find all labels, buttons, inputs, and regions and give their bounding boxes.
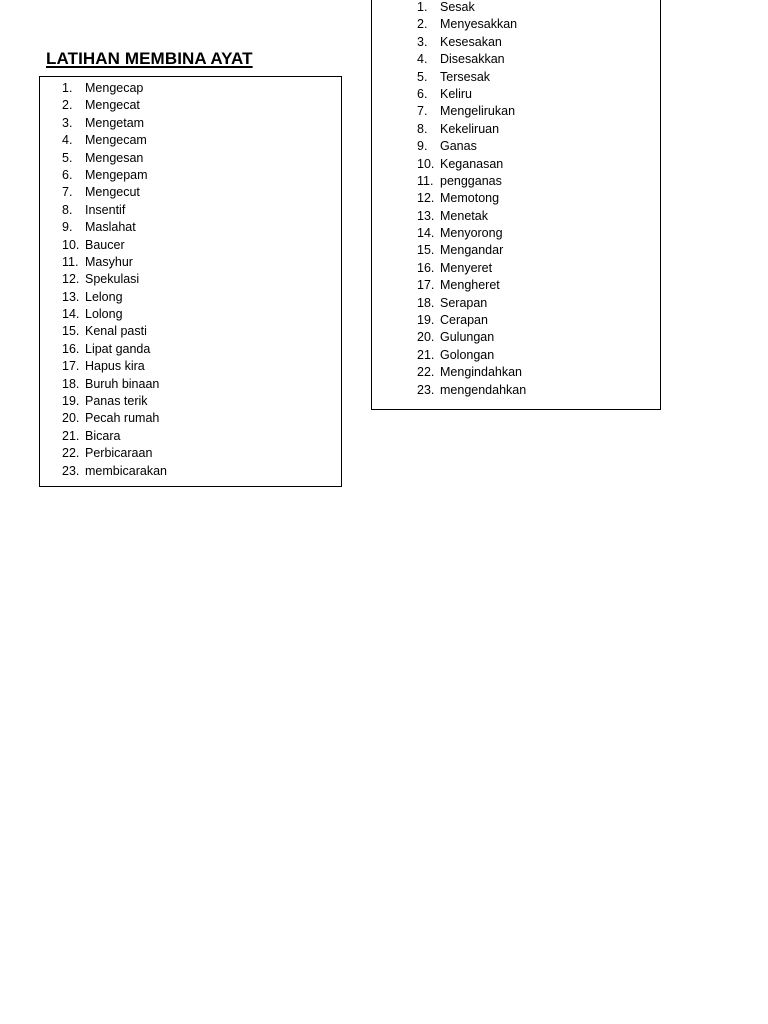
list-item-number: 4.: [417, 52, 428, 67]
list-item: [62, 410, 167, 427]
list-item: [417, 173, 526, 190]
list-item-word: Lolong: [85, 307, 123, 322]
list-item-word: Mengesan: [85, 150, 144, 165]
list-item-number: 19.: [62, 394, 80, 409]
list-item-number: 16.: [62, 341, 80, 356]
list-item: [62, 115, 167, 132]
list-item-number: 11.: [417, 173, 434, 188]
word-list-box-right: [371, 0, 661, 410]
list-item-word: Perbicaraan: [85, 446, 153, 461]
list-item-word: Insentif: [85, 202, 126, 217]
list-item-number: 23.: [417, 382, 435, 397]
list-item-word: Cerapan: [440, 313, 488, 328]
list-item-number: 23.: [62, 463, 80, 478]
list-item-word: Mengecat: [85, 98, 140, 113]
list-item: [62, 393, 167, 410]
list-item-number: 12.: [417, 191, 435, 206]
list-item: [417, 103, 526, 120]
list-item-number: 10.: [417, 156, 435, 171]
list-item-number: 16.: [417, 260, 435, 275]
list-item: [62, 97, 167, 114]
list-item: [417, 138, 526, 155]
doc-title: LATIHAN MEMBINA AYAT: [46, 49, 253, 68]
list-item-word: Bicara: [85, 428, 121, 443]
list-item-word: Lelong: [85, 289, 123, 304]
list-item: [417, 382, 526, 399]
list-item-word: Pecah rumah: [85, 411, 160, 426]
list-item: [417, 69, 526, 86]
list-item-number: 18.: [62, 376, 80, 391]
list-item-number: 21.: [417, 347, 435, 362]
list-item-number: 18.: [417, 295, 435, 310]
list-item: [62, 167, 167, 184]
list-item-word: Tersesak: [440, 69, 491, 84]
list-item-word: Maslahat: [85, 220, 136, 235]
list-item-word: Mengepam: [85, 167, 148, 182]
list-item-word: Baucer: [85, 237, 125, 252]
list-item: [417, 242, 526, 259]
list-item-number: 7.: [417, 104, 428, 119]
list-item: [417, 329, 526, 346]
list-item-word: pengganas: [440, 173, 502, 188]
word-list-left: [62, 80, 167, 480]
list-item: [417, 86, 526, 103]
list-item-number: 6.: [62, 167, 73, 182]
word-list-box-left: [39, 76, 342, 487]
list-item: [417, 51, 526, 68]
list-item: [62, 254, 167, 271]
list-item: [417, 347, 526, 364]
list-item-number: 20.: [62, 411, 80, 426]
list-item: [62, 445, 167, 462]
list-item-word: Sesak: [440, 0, 475, 14]
list-item: [417, 260, 526, 277]
list-item: [417, 190, 526, 207]
list-item: [417, 295, 526, 312]
list-item-word: Mengecut: [85, 185, 140, 200]
list-item-word: Gulungan: [440, 330, 495, 345]
list-item: [62, 150, 167, 167]
list-item-number: 9.: [417, 139, 428, 154]
list-item: [62, 80, 167, 97]
list-item-word: Mengindahkan: [440, 365, 523, 380]
list-item-word: Spekulasi: [85, 272, 140, 287]
list-item: [62, 341, 167, 358]
list-item-word: Mengecap: [85, 81, 144, 95]
list-item-number: 13.: [62, 289, 80, 304]
list-item: [417, 208, 526, 225]
list-item-number: 14.: [62, 307, 80, 322]
list-item-word: membicarakan: [85, 463, 167, 478]
list-item-word: Menyesakkan: [440, 17, 518, 32]
list-item-number: 21.: [62, 428, 80, 443]
list-item-number: 5.: [417, 69, 428, 84]
list-item-number: 22.: [417, 365, 435, 380]
list-item-word: Mengelirukan: [440, 104, 516, 119]
list-item-word: Menetak: [440, 208, 488, 223]
list-item-number: 20.: [417, 330, 435, 345]
list-item-word: Kenal pasti: [85, 324, 147, 339]
list-item-number: 14.: [417, 226, 435, 241]
list-item-number: 1.: [417, 0, 428, 14]
list-item: [62, 358, 167, 375]
list-item: [417, 34, 526, 51]
list-item-word: Keganasan: [440, 156, 504, 171]
list-item-word: Mengandar: [440, 243, 504, 258]
list-item-word: Keliru: [440, 86, 472, 101]
list-item-word: Mengecam: [85, 133, 147, 148]
list-item: [417, 16, 526, 33]
list-item-word: Masyhur: [85, 254, 133, 269]
list-item-number: 17.: [62, 359, 80, 374]
list-item-word: Golongan: [440, 347, 495, 362]
list-item: [62, 289, 167, 306]
list-item-word: mengendahkan: [440, 382, 527, 397]
list-item: [417, 156, 526, 173]
list-item-word: Buruh binaan: [85, 376, 160, 391]
list-item-word: Memotong: [440, 191, 500, 206]
list-item-number: 7.: [62, 185, 73, 200]
list-item-number: 6.: [417, 86, 428, 101]
list-item-number: 19.: [417, 313, 435, 328]
list-item: [417, 312, 526, 329]
list-item: [417, 364, 526, 381]
list-item-number: 3.: [417, 34, 428, 49]
list-item-word: Kesesakan: [440, 34, 502, 49]
list-item-number: 22.: [62, 446, 80, 461]
list-item: [62, 184, 167, 201]
word-list-right: [417, 0, 526, 399]
list-item: [417, 121, 526, 138]
list-item-word: Disesakkan: [440, 52, 505, 67]
list-item: [62, 463, 167, 480]
list-item-word: Serapan: [440, 295, 488, 310]
list-item-word: Mengetam: [85, 115, 145, 130]
list-item-word: Hapus kira: [85, 359, 145, 374]
list-item-number: 2.: [417, 17, 428, 32]
list-item-number: 15.: [62, 324, 80, 339]
list-item: [62, 428, 167, 445]
list-item-number: 13.: [417, 208, 435, 223]
list-item: [62, 132, 167, 149]
list-item-word: Ganas: [440, 139, 477, 154]
list-item: [62, 306, 167, 323]
list-item-number: 9.: [62, 220, 73, 235]
list-item: [62, 202, 167, 219]
list-item: [417, 277, 526, 294]
list-item-word: Menyeret: [440, 260, 493, 275]
list-item-word: Panas terik: [85, 394, 148, 409]
list-item-number: 4.: [62, 133, 73, 148]
list-item-number: 17.: [417, 278, 435, 293]
list-item-word: Menyorong: [440, 226, 503, 241]
list-item-number: 5.: [62, 150, 73, 165]
list-item-word: Mengheret: [440, 278, 500, 293]
list-item-word: Lipat ganda: [85, 341, 151, 356]
list-item-number: 15.: [417, 243, 435, 258]
list-item: [62, 376, 167, 393]
list-item-word: Kekeliruan: [440, 121, 500, 136]
list-item-number: 12.: [62, 272, 80, 287]
list-item: [62, 271, 167, 288]
list-item: [62, 237, 167, 254]
list-item-number: 11.: [62, 254, 79, 269]
list-item-number: 8.: [62, 202, 73, 217]
list-item: [62, 323, 167, 340]
list-item: [417, 225, 526, 242]
list-item-number: 2.: [62, 98, 73, 113]
list-item: [417, 0, 526, 16]
list-item-number: 8.: [417, 121, 428, 136]
list-item-number: 10.: [62, 237, 80, 252]
list-item-number: 1.: [62, 81, 73, 95]
list-item: [62, 219, 167, 236]
list-item-number: 3.: [62, 115, 73, 130]
